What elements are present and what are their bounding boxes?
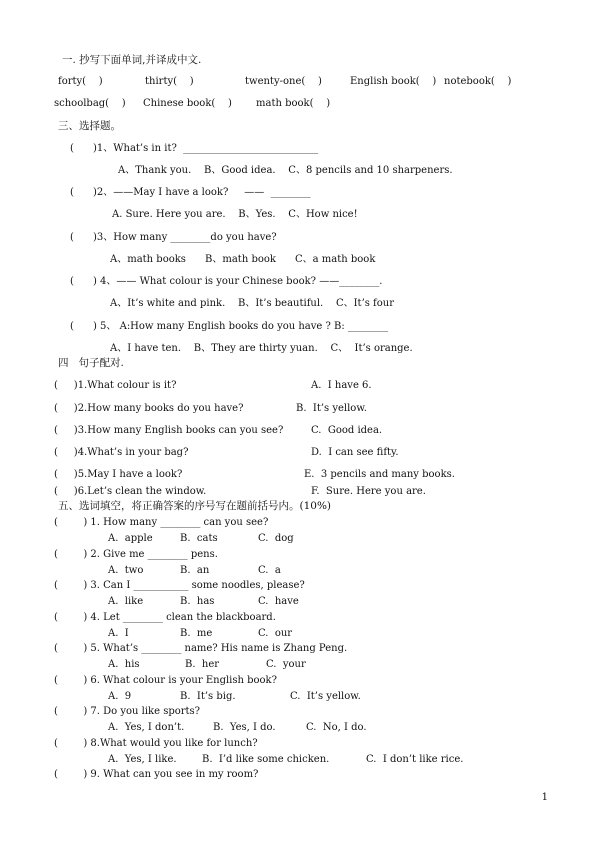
mc-options-1: A、Thank you. B、Good idea. C、8 pencils and 10 sharpeners. xyxy=(118,165,453,176)
fill-option-5a: A. his xyxy=(108,659,140,670)
mc-options-4: A、It’s white and pink. B、It’s beautiful. C、It’s four xyxy=(110,298,394,309)
fill-question-7: ( ) 7. Do you like sports? xyxy=(54,706,201,717)
section5-heading: 五、选词填空，将正确答案的序号写在题前括号内。(10%) xyxy=(58,500,332,512)
fill-option-8b: B. I’d like some chicken. xyxy=(202,754,330,765)
fill-option-1a: A. apple xyxy=(108,533,153,544)
match-left-6: ( )6.Let’s clean the window. xyxy=(54,486,207,497)
fill-option-1c: C. dog xyxy=(258,533,294,544)
fill-question-1: ( ) 1. How many ________ can you see? xyxy=(54,517,269,528)
fill-option-3b: B. has xyxy=(180,596,215,607)
word-twenty-one: twenty-one( ) xyxy=(245,76,322,87)
word-thirty: thirty( ) xyxy=(145,76,194,87)
match-left-1: ( )1.What colour is it? xyxy=(54,380,177,391)
match-right-c: C. Good idea. xyxy=(311,425,383,436)
mc-question-2: ( )2、——May I have a look? —— ________ xyxy=(70,187,311,198)
fill-option-3a: A. like xyxy=(108,596,144,607)
fill-option-4c: C. our xyxy=(258,628,293,639)
fill-option-2b: B. an xyxy=(180,565,210,576)
word-schoolbag: schoolbag( ) xyxy=(54,98,126,109)
fill-option-1b: B. cats xyxy=(180,533,218,544)
mc-question-3: ( )3、How many ________do you have? xyxy=(70,232,277,243)
word-chinese-book: Chinese book( ) xyxy=(143,98,232,109)
mc-question-4: ( ) 4、—— What colour is your Chinese book? ——________. xyxy=(70,276,383,287)
fill-question-4: ( ) 4. Let ________ clean the blackboard. xyxy=(54,612,276,623)
fill-option-6c: C. It’s yellow. xyxy=(290,691,361,702)
fill-option-6a: A. 9 xyxy=(108,691,132,702)
match-left-4: ( )4.What’s in your bag? xyxy=(54,447,189,458)
word-english-book: English book( ) xyxy=(350,76,437,87)
fill-option-7c: C. No, I do. xyxy=(306,722,367,733)
fill-option-8c: C. I don’t like rice. xyxy=(366,754,464,765)
fill-option-8a: A. Yes, I like. xyxy=(108,754,177,765)
match-right-b: B. It’s yellow. xyxy=(296,403,367,414)
fill-question-2: ( ) 2. Give me ________ pens. xyxy=(54,549,218,560)
section3-heading: 三、选择题。 xyxy=(58,120,121,132)
fill-option-2c: C. a xyxy=(258,565,281,576)
fill-option-4a: A. I xyxy=(108,628,129,639)
mc-question-1: ( )1、What’s in it? ___________________________ xyxy=(70,143,319,154)
fill-option-6b: B. It’s big. xyxy=(180,691,236,702)
match-right-e: E. 3 pencils and many books. xyxy=(304,469,455,480)
match-right-d: D. I can see fifty. xyxy=(311,447,399,458)
page-number: 1 xyxy=(541,792,548,803)
word-math-book: math book( ) xyxy=(256,98,331,109)
fill-option-7b: B. Yes, I do. xyxy=(213,722,276,733)
mc-options-3: A、math books B、math book C、a math book xyxy=(110,254,376,265)
mc-options-2: A. Sure. Here you are. B、Yes. C、How nice! xyxy=(112,209,358,220)
fill-question-8: ( ) 8.What would you like for lunch? xyxy=(54,738,258,749)
fill-option-4b: B. me xyxy=(180,628,213,639)
match-left-2: ( )2.How many books do you have? xyxy=(54,403,244,414)
fill-option-2a: A. two xyxy=(108,565,144,576)
fill-question-6: ( ) 6. What colour is your English book? xyxy=(54,675,277,686)
match-left-5: ( )5.May I have a look? xyxy=(54,469,183,480)
fill-question-5: ( ) 5. What’s ________ name? His name is Zhang Peng. xyxy=(54,643,348,654)
fill-option-7a: A. Yes, I don’t. xyxy=(108,722,185,733)
word-notebook: notebook( ) xyxy=(444,76,512,87)
word-forty: forty( ) xyxy=(58,76,103,87)
section1-heading: 一. 抄写下面单词,并译成中文. xyxy=(62,54,202,66)
match-right-a: A. I have 6. xyxy=(311,380,372,391)
fill-option-3c: C. have xyxy=(258,596,299,607)
match-left-3: ( )3.How many English books can you see? xyxy=(54,425,284,436)
mc-options-5: A、I have ten. B、They are thirty yuan. C、 It’s orange. xyxy=(110,343,413,354)
fill-question-3: ( ) 3. Can I ___________ some noodles, please? xyxy=(54,580,305,591)
section4-heading: 四 句子配对. xyxy=(58,357,124,369)
match-right-f: F. Sure. Here you are. xyxy=(311,486,426,497)
fill-option-5c: C. your xyxy=(266,659,306,670)
mc-question-5: ( ) 5、 A:How many English books do you have ? B: ________ xyxy=(70,321,388,332)
fill-question-9: ( ) 9. What can you see in my room? xyxy=(54,769,259,780)
fill-option-5b: B. her xyxy=(185,659,220,670)
